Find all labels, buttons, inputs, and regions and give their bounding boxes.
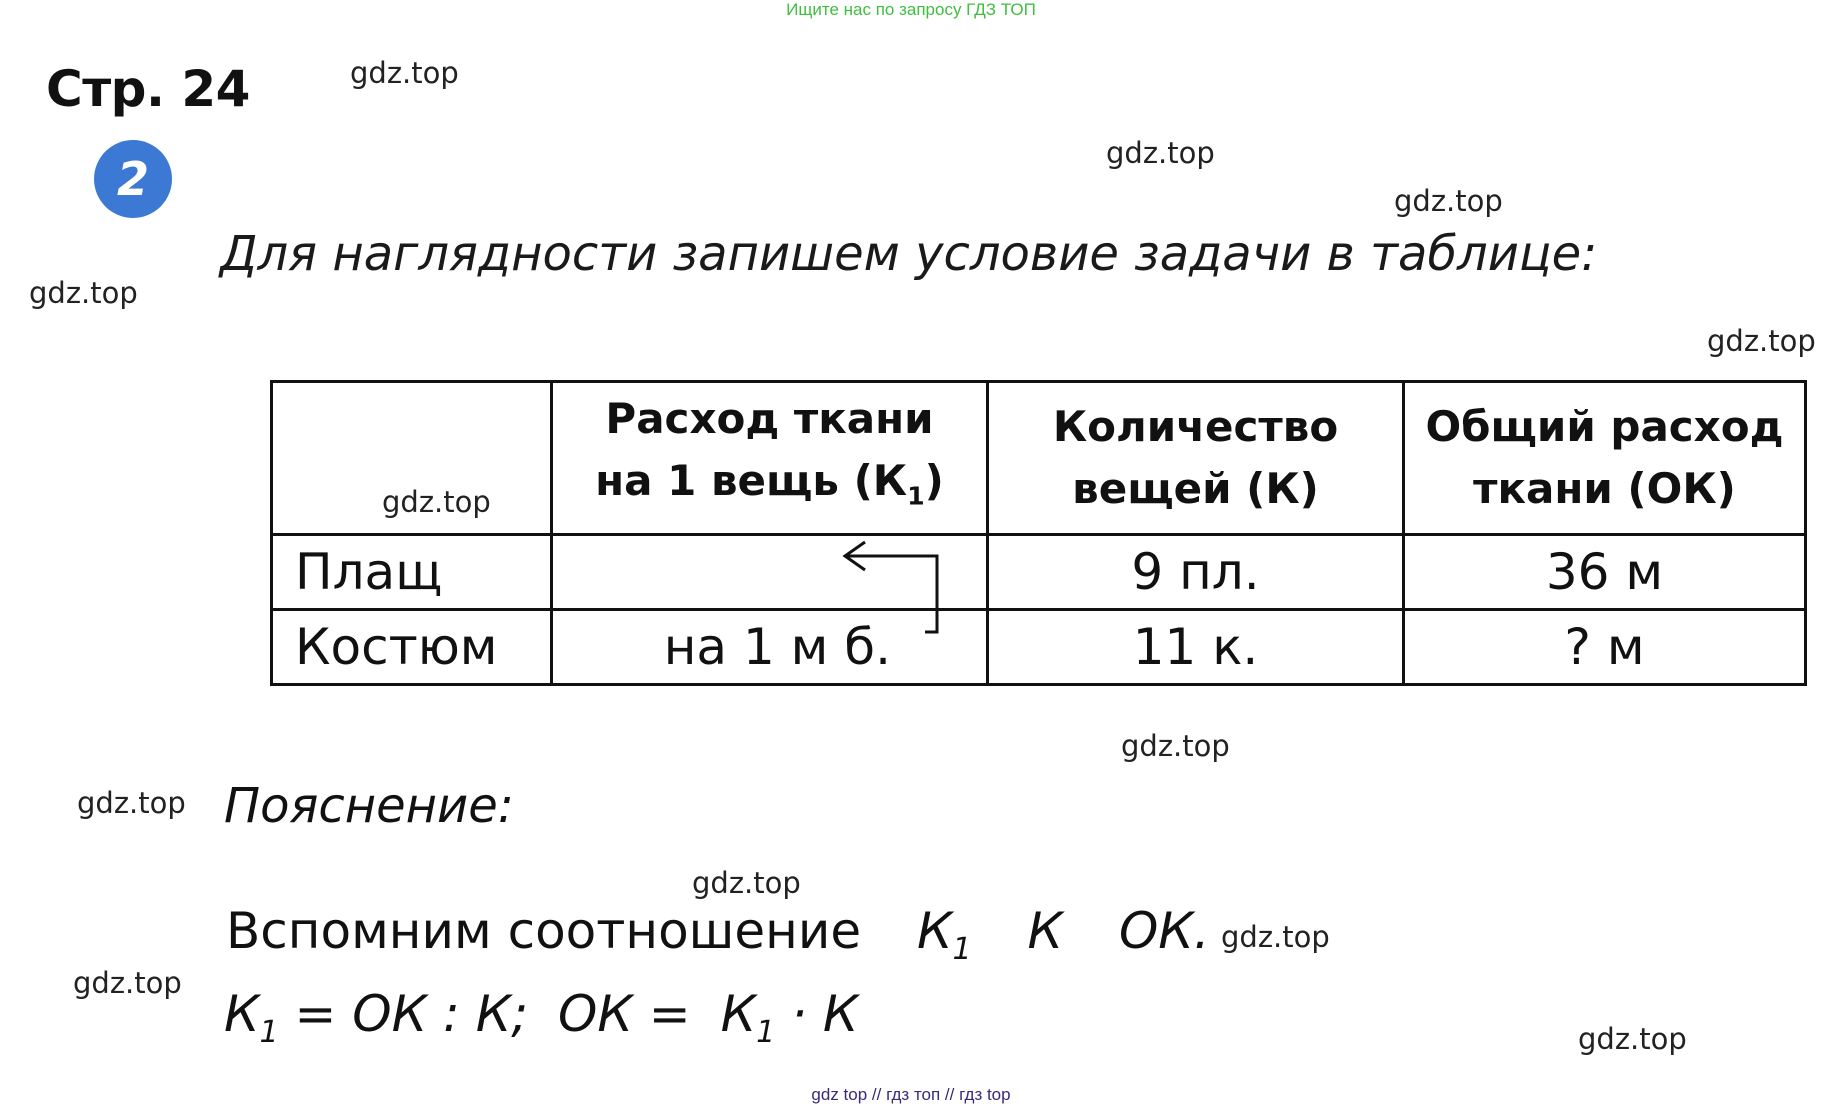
- rate-cell-cloak: [552, 535, 988, 610]
- watermark: gdz.top: [1578, 1022, 1687, 1056]
- watermark: gdz.top: [1106, 136, 1215, 170]
- total-cell-cloak: 36 м: [1404, 535, 1806, 610]
- relation-line: [226, 902, 1210, 967]
- watermark: gdz.top: [692, 866, 801, 900]
- watermark: gdz.top: [1221, 920, 1330, 954]
- formula-line: [224, 985, 858, 1050]
- relation-text: Вспомним соотношение: [226, 902, 862, 960]
- formula-tail: · К: [791, 985, 859, 1043]
- formula-second: ОК =: [558, 985, 691, 1043]
- rate-cell-suit: на 1 м б.: [552, 610, 988, 685]
- table-row: [272, 535, 1806, 610]
- watermark: gdz.top: [382, 485, 491, 519]
- header-rate-line1: Расход ткани: [605, 394, 934, 444]
- footer-links: gdz top // гдз топ // гдз top: [811, 1085, 1011, 1104]
- search-banner: Ищите нас по запросу ГДЗ ТОП: [786, 0, 1036, 19]
- task-number-badge: 2: [94, 140, 172, 218]
- explanation-title: Пояснение:: [224, 778, 514, 834]
- watermark: gdz.top: [1121, 729, 1230, 763]
- formula-first: = ОК : К;: [294, 985, 529, 1043]
- intro-text: Для наглядности запишем условие задачи в таблице:: [220, 226, 1598, 282]
- header-total-line1: Общий расход: [1425, 402, 1784, 451]
- header-rate-line2: на 1 вещь $(К_1)$: [595, 456, 944, 511]
- header-count-line2: вещей (К): [1072, 464, 1319, 513]
- header-count-line1: Количество: [1052, 402, 1339, 451]
- formula-k1-2: $К_1$: [720, 985, 776, 1050]
- total-cell-suit: ? м: [1404, 610, 1806, 685]
- watermark: gdz.top: [77, 786, 186, 820]
- watermark: gdz.top: [29, 276, 138, 310]
- page-title: Стр. 24: [46, 60, 250, 118]
- header-total: [1404, 382, 1806, 535]
- row-label-cloak: Плащ: [272, 535, 552, 610]
- relation-k1: $К_1$: [917, 902, 972, 967]
- watermark: gdz.top: [73, 966, 182, 1000]
- relation-ok: ОК.: [1118, 902, 1210, 960]
- header-rate: [552, 382, 988, 535]
- watermark: gdz.top: [1394, 184, 1503, 218]
- watermark: gdz.top: [350, 56, 459, 90]
- formula-k1: $К_1$: [224, 985, 279, 1050]
- count-cell-suit: 11 к.: [988, 610, 1404, 685]
- header-total-line2: ткани (ОК): [1473, 464, 1736, 513]
- table-header-row: [272, 382, 1806, 535]
- count-cell-cloak: 9 пл.: [988, 535, 1404, 610]
- header-count: [988, 382, 1404, 535]
- relation-k: К: [1027, 902, 1064, 960]
- row-label-suit: Костюм: [272, 610, 552, 685]
- task-table: [270, 380, 1807, 686]
- table-row: [272, 610, 1806, 685]
- watermark: gdz.top: [1707, 324, 1816, 358]
- arrow-icon: [825, 554, 945, 654]
